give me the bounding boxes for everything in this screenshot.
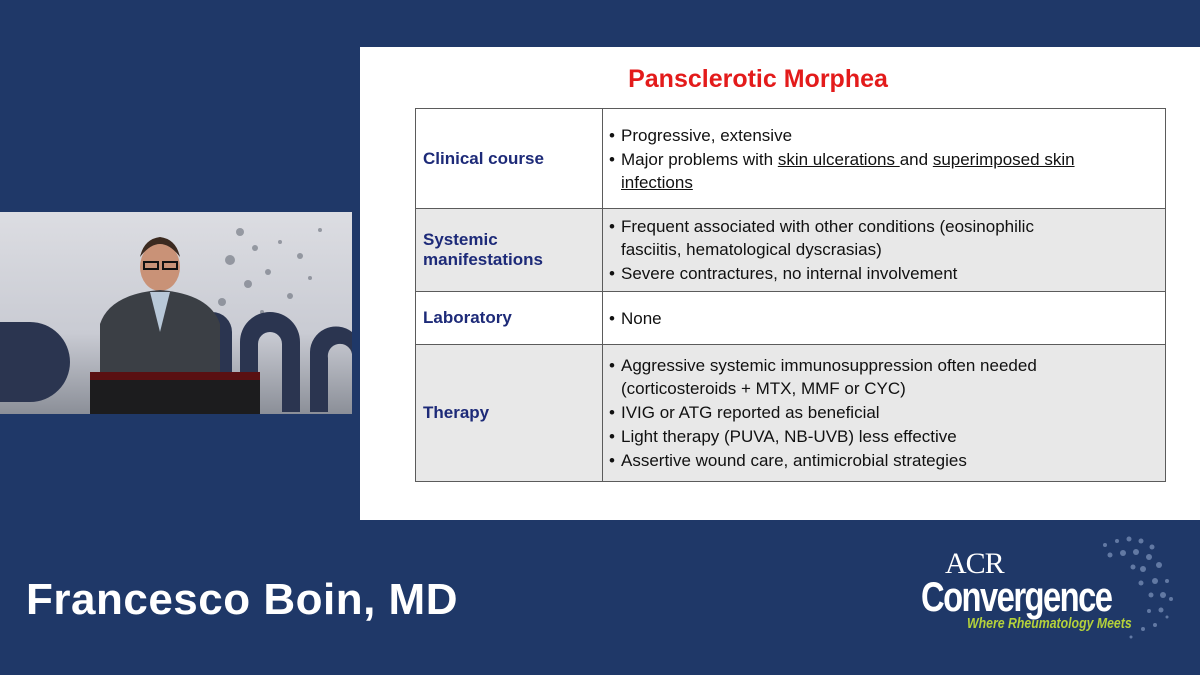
list-item: • Aggressive systemic immunosuppression often needed (corticosteroids + MTX, MMF or CYC): [609, 356, 1037, 398]
logo-acr-text: ACR: [945, 547, 1004, 580]
bullet-icon: •: [609, 403, 615, 422]
items-cell: [603, 345, 1166, 482]
table-row: [416, 292, 1166, 345]
underlined-term: superimposed skin: [932, 149, 1075, 169]
speaker-video-frame: [0, 212, 352, 414]
list-item: • Assertive wound care, antimicrobial strategies: [609, 451, 967, 470]
speaker-video: [0, 212, 352, 414]
list-item: • Frequent associated with other conditions (eosinophilic fasciitis, hematological dyscrasias): [609, 217, 1034, 259]
category-label: Systemic: [423, 230, 498, 249]
bullet-icon: •: [609, 427, 615, 446]
table-row: [416, 345, 1166, 482]
bullet-icon: •: [609, 264, 615, 283]
category-label: Laboratory: [423, 308, 512, 327]
presentation-slide: [360, 47, 1200, 520]
bullet-icon: •: [609, 125, 615, 145]
underlined-term: infections: [621, 172, 693, 192]
items-cell: [603, 292, 1166, 345]
list-item: • Light therapy (PUVA, NB-UVB) less effective: [609, 427, 957, 446]
underlined-term: skin ulcerations: [777, 149, 900, 169]
bullet-icon: •: [609, 451, 615, 470]
table-row: [416, 209, 1166, 292]
logo-tagline: Where Rheumatology Meets: [967, 615, 1132, 632]
bullet-icon: •: [609, 149, 615, 169]
list-item: • Progressive, extensive: [609, 125, 793, 145]
acr-convergence-logo: [905, 525, 1185, 650]
list-item: • Major problems with skin ulcerations and superimposed skin infections: [609, 149, 1075, 192]
category-cell: [416, 345, 603, 482]
bullet-icon: •: [609, 308, 615, 328]
category-label: Clinical course: [423, 148, 544, 168]
logo-convergence-text: Convergence: [921, 573, 1112, 620]
slide-title: Pansclerotic Morphea: [628, 65, 888, 93]
table-row: [416, 109, 1166, 209]
list-item: • Severe contractures, no internal involvement: [609, 264, 958, 283]
list-item: • None: [609, 308, 662, 328]
list-item: • IVIG or ATG reported as beneficial: [609, 403, 880, 422]
category-cell: [416, 209, 603, 292]
speaker-name: Francesco Boin, MD: [26, 575, 458, 624]
items-cell: [603, 109, 1166, 209]
bullet-icon: •: [609, 356, 615, 375]
category-label: Therapy: [423, 403, 490, 422]
category-cell: [416, 109, 603, 209]
morphea-table: [415, 108, 1166, 482]
bullet-icon: •: [609, 217, 615, 236]
category-label: manifestations: [423, 250, 543, 269]
items-cell: [603, 209, 1166, 292]
category-cell: [416, 292, 603, 345]
